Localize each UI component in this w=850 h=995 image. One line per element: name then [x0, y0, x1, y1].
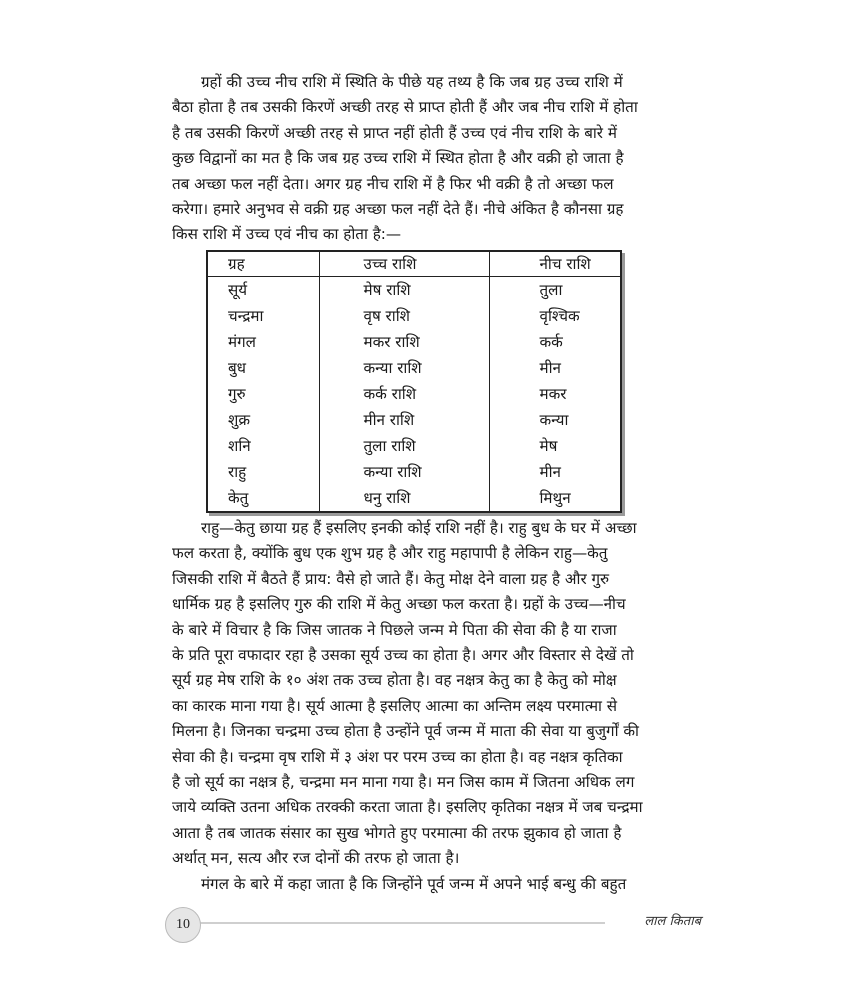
text-line: कुछ विद्वानों का मत है कि जब ग्रह उच्च राशि में स्थित होता है और वक्री हो जाता है [172, 149, 624, 168]
text-line: है तब उसकी किरणें अच्छी तरह से प्राप्त नहीं होती हैं उच्च एवं नीच राशि के बारे में [172, 123, 617, 142]
table-row [208, 329, 620, 355]
cell-exalted: मकर राशि [319, 329, 489, 355]
table-header-row [208, 252, 620, 277]
cell-exalted: कर्क राशि [319, 381, 489, 407]
cell-planet: राहु [228, 463, 247, 481]
text-line: जाये व्यक्ति उतना अधिक तरक्की करता जाता है। इसलिए कृतिका नक्षत्र में जब चन्द्रमा [172, 798, 643, 817]
cell-debilitated: मिथुन [489, 485, 620, 511]
table-row [208, 355, 620, 381]
cell-planet: शुक्र [228, 411, 250, 429]
text-line: करेगा। हमारे अनुभव से वक्री ग्रह अच्छा फल नहीं देते हैं। नीचे अंकित है कौनसा ग्रह [172, 200, 624, 219]
cell-planet: सूर्य [228, 281, 248, 299]
cell-debilitated: मकर [489, 381, 620, 407]
page-number-badge [165, 907, 201, 943]
text-line: मंगल के बारे में कहा जाता है कि जिन्होंने पूर्व जन्म में अपने भाई बन्धु की बहुत [172, 875, 627, 893]
text-line: धार्मिक ग्रह है इसलिए गुरु की राशि में केतु अच्छा फल करता है। ग्रहों के उच्च—नीच [172, 595, 626, 614]
cell-exalted: मेष राशि [319, 277, 489, 304]
cell-debilitated: मीन [489, 355, 620, 381]
cell-exalted: कन्या राशि [319, 459, 489, 485]
page-number: 10 [176, 917, 190, 932]
cell-exalted: धनु राशि [319, 485, 489, 511]
cell-planet: शनि [228, 437, 251, 455]
text-line: का कारक माना गया है। सूर्य आत्मा है इसलिए आत्मा का अन्तिम लक्ष्य परमात्मा से [172, 696, 618, 715]
text-line: किस राशि में उच्च एवं नीच का होता है:— [172, 225, 402, 244]
text-line: राहु—केतु छाया ग्रह हैं इसलिए इनकी कोई राशि नहीं है। राहु बुध के घर में अच्छा [172, 519, 637, 537]
planet-exaltation-table [206, 250, 622, 513]
text-line: तब अच्छा फल नहीं देता। अगर ग्रह नीच राशि में है फिर भी वक्री है तो अच्छा फल [172, 174, 614, 193]
cell-debilitated: कन्या [489, 407, 620, 433]
cell-exalted: वृष राशि [319, 303, 489, 329]
cell-exalted: मीन राशि [319, 407, 489, 433]
text-line: जिसकी राशि में बैठते हैं प्राय: वैसे हो जाते हैं। केतु मोक्ष देने वाला ग्रह है और गुरु [172, 569, 610, 588]
cell-planet: चन्द्रमा [228, 307, 264, 325]
cell-planet: केतु [228, 489, 249, 507]
text-line: फल करता है, क्योंकि बुध एक शुभ ग्रह है और राहु महापापी है लेकिन राहु—केतु [172, 544, 608, 563]
header-exalted-sign: उच्च राशि [319, 252, 489, 277]
cell-debilitated: मीन [489, 459, 620, 485]
cell-planet: मंगल [228, 333, 256, 351]
table-row [208, 459, 620, 485]
text-line: है जो सूर्य का नक्षत्र है, चन्द्रमा मन माना गया है। मन जिस काम में जितना अधिक लग [172, 773, 635, 792]
table-row [208, 303, 620, 329]
text-line: आता है तब जातक संसार का सुख भोगते हुए परमात्मा की तरफ झुकाव हो जाता है [172, 823, 622, 842]
text-line: ग्रहों की उच्च नीच राशि में स्थिति के पीछे यह तथ्य है कि जब ग्रह उच्च राशि में [172, 73, 623, 91]
header-planet: ग्रह [208, 252, 319, 277]
cell-debilitated: मेष [489, 433, 620, 459]
table-row [208, 407, 620, 433]
paragraph-intro [172, 70, 686, 248]
text-line: अर्थात् मन, सत्य और रज दोनों की तरफ हो जाता है। [172, 849, 460, 868]
exaltation-table [208, 252, 620, 511]
cell-exalted: तुला राशि [319, 433, 489, 459]
cell-debilitated: वृश्चिक [489, 303, 620, 329]
paragraph-mangal [172, 872, 686, 897]
text-line: बैठा होता है तब उसकी किरणें अच्छी तरह से प्राप्त होती हैं और जब नीच राशि में होता [172, 98, 638, 117]
table-row [208, 485, 620, 511]
text-line: के बारे में विचार है कि जिस जातक ने पिछले जन्म मे पिता की सेवा की है या राजा [172, 620, 617, 639]
cell-exalted: कन्या राशि [319, 355, 489, 381]
cell-planet: बुध [228, 359, 247, 377]
cell-debilitated: तुला [489, 277, 620, 304]
text-line: सूर्य ग्रह मेष राशि के १० अंश तक उच्च होता है। वह नक्षत्र केतु का है केतु को मोक्ष [172, 671, 617, 690]
table-row [208, 381, 620, 407]
cell-planet: गुरु [228, 385, 246, 403]
text-line: मिलना है। जिनका चन्द्रमा उच्च होता है उन्होंने पूर्व जन्म में माता की सेवा या बुजुर्गों की [172, 722, 639, 741]
paragraph-rahu-ketu [172, 516, 686, 872]
header-debilitated-sign: नीच राशि [489, 252, 620, 277]
running-footer-title: लाल किताब [605, 911, 701, 929]
cell-debilitated: कर्क [489, 329, 620, 355]
table-row [208, 433, 620, 459]
text-line: के प्रति पूरा वफादार रहा है उसका सूर्य उच्च का होता है। अगर और विस्तार से देखें तो [172, 646, 634, 665]
text-line: सेवा की है। चन्द्रमा वृष राशि में ३ अंश पर परम उच्च का होता है। वह नक्षत्र कृतिका [172, 747, 623, 766]
table-row [208, 277, 620, 304]
